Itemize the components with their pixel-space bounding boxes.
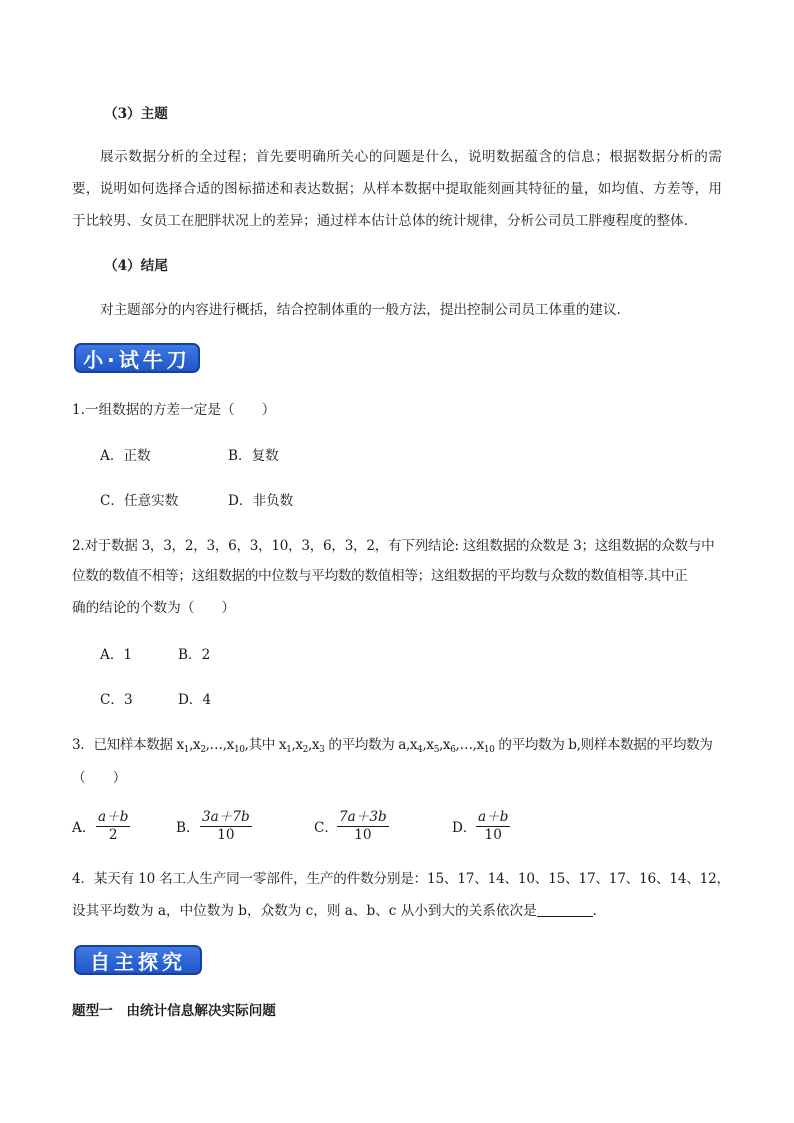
q3-option-b-numerator: 3a＋7b: [202, 809, 250, 825]
q2-stem-line-2: 位数的数值不相等；这组数据的中位数与平均数的数值相等；这组数据的平均数与众数的数值相等.其中正: [72, 568, 688, 584]
q2-option-d: D．4: [178, 692, 212, 708]
q2-stem-line-1: 2.对于数据 3，3，2，3，6，3，10，3，6，3，2，有下列结论: 这组数据的众数是 3；这组数据的众数与中: [72, 538, 715, 554]
q1-option-d: D．非负数: [228, 493, 294, 509]
section-4-heading: （4）结尾: [104, 258, 168, 274]
q4-answer-blank[interactable]: [537, 902, 593, 917]
q3-option-d-fraction: [476, 809, 510, 844]
q3-option-b-label: B．: [176, 820, 200, 836]
q3-option-d-label: D．: [452, 820, 477, 836]
q3-option-a-denominator: 2: [108, 827, 118, 843]
q3-option-c-label: C．: [314, 820, 338, 836]
section-3-paragraph: 展示数据分析的全过程；首先要明确所关心的问题是什么，说明数据蕴含的信息；根据数据分析的需要，说明如何选择合适的图标描述和表达数据；从样本数据中提取能刻画其特征的量，如均值、方差等，用于比较男、女员工在肥胖状况上的差异；通过样本估计总体的统计规律，分析公司员工胖瘦程度的整体.: [72, 149, 722, 229]
q1-stem: 1.一组数据的方差一定是（ ）: [72, 402, 276, 418]
question-type-1-heading: 题型一 由统计信息解决实际问题: [72, 1003, 276, 1019]
q2-stem-line-3: 确的结论的个数为（ ）: [72, 600, 236, 616]
q3-stem-line-1: 3．已知样本数据 $x_1,x_2,\dots,x_{10}$,其中 $x_1,x_2,x_3$ 的平均数为 $a,x_4,x_5,x_6,\dots,x_{10}$ 的平均数为 b,则样本数据的平均数为: [72, 737, 713, 755]
banner-practice: 小·试牛刀: [74, 343, 200, 373]
q3-option-d-numerator: a＋b: [478, 809, 509, 825]
q4-stem-line-1: 4．某天有 10 名工人生产同一零部件，生产的件数分别是：15、17、14、10、15、17、17、16、14、12，: [72, 871, 730, 887]
section-3-heading: （3）主题: [104, 106, 168, 122]
q1-option-b: B．复数: [228, 448, 279, 464]
q2-option-b: B．2: [178, 647, 211, 663]
q3-option-c-denominator: 10: [354, 827, 372, 843]
q1-option-c: C．任意实数: [100, 493, 179, 509]
q1-option-a: A．正数: [100, 448, 151, 464]
q3-option-b-fraction: [200, 809, 252, 844]
section-4-paragraph: 对主题部分的内容进行概括，结合控制体重的一般方法，提出控制公司员工体重的建议.: [100, 302, 621, 318]
q3-option-a-fraction: [96, 809, 130, 844]
q2-option-c: C．3: [100, 692, 133, 708]
q4-stem-line-2: 设其平均数为 a，中位数为 b，众数为 c，则 a、b、c 从小到大的关系依次是 .: [72, 903, 597, 919]
q3-option-c-fraction: [337, 809, 389, 844]
q3-option-c-numerator: 7a＋3b: [339, 809, 387, 825]
q3-stem-line-2: （ ）: [72, 770, 127, 786]
q3-option-a-label: A．: [72, 820, 96, 836]
banner-self-exploration: 自主探究: [74, 945, 202, 975]
q3-option-a-numerator: a＋b: [98, 809, 129, 825]
q3-option-b-denominator: 10: [217, 827, 235, 843]
q2-option-a: A．1: [100, 647, 133, 663]
q3-option-d-denominator: 10: [484, 827, 502, 843]
